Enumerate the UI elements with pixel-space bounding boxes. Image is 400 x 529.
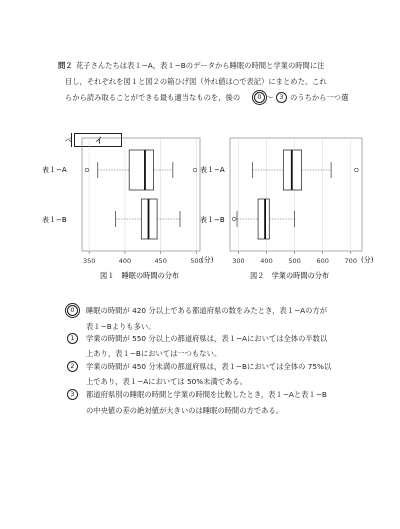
fig1-marks bbox=[85, 150, 197, 239]
fig2-row-label-b: 表１−B bbox=[200, 216, 225, 224]
fig1-caption: 図１ 睡眠の時間の分布 bbox=[100, 271, 180, 280]
option-2-line-2: 上であり，表１−Aにおいては 50%未満である。 bbox=[86, 377, 247, 386]
option-1-line-2: 上あり，表１−Bにおいては一つもない。 bbox=[86, 349, 222, 358]
fig2-caption: 図２ 学業の時間の分布 bbox=[250, 271, 330, 280]
fig2-tick-label: 500 bbox=[288, 257, 301, 265]
fig1-tick-label: 500 bbox=[190, 257, 203, 265]
option-3-line-1: 都道府県別の睡眠の時間と学業の時間を比較したとき，表１−Aと表１−B bbox=[86, 390, 327, 399]
question-number: 問２ bbox=[58, 61, 73, 70]
fig2-tick-label: 300 bbox=[232, 257, 245, 265]
question-line-3b: のうちから一つ選 bbox=[290, 93, 349, 102]
fig2-a-outlier bbox=[355, 168, 359, 172]
option-0-line-1: 睡眠の時間が 420 分以上である都道府県の数をみたとき，表１−Aの方が bbox=[86, 306, 327, 315]
answer-label: イ bbox=[95, 136, 103, 145]
fig2-b-outlier bbox=[232, 217, 236, 221]
question-line-3: らから読み取ることができる最も適当なものを，後の bbox=[65, 93, 241, 102]
option-1-badge: 1 bbox=[67, 333, 78, 344]
fig2-tick-label: 400 bbox=[260, 257, 273, 265]
fig2-unit-label: (分) bbox=[361, 256, 374, 264]
fig1-row-label-a: 表１−A bbox=[42, 166, 67, 174]
fig1-ticks bbox=[83, 251, 203, 265]
option-0-badge: 0 bbox=[67, 305, 78, 316]
option-1-line-1: 学業の時間が 550 分以上の都道府県は，表１−Aにおいては全体の半数以 bbox=[86, 334, 328, 343]
option-0-line-2: 表１−Bよりも多い。 bbox=[86, 322, 156, 331]
fig1-a-outlier bbox=[85, 168, 89, 172]
fig1-tick-label: 450 bbox=[154, 257, 167, 265]
fig2-row-label-a: 表１−A bbox=[200, 166, 225, 174]
fig1-tick-label: 400 bbox=[118, 257, 132, 265]
fig2-tick-label: 600 bbox=[316, 257, 329, 265]
fig2-marks bbox=[232, 150, 358, 239]
fig2-b-box bbox=[258, 199, 269, 239]
fig1-unit-label: (分) bbox=[201, 256, 214, 264]
fig1-tick-label: 350 bbox=[82, 257, 96, 265]
option-2-line-1: 学業の時間が 450 分未満の都道府県は，表１−Bにおいては全体の 75%以 bbox=[86, 362, 332, 371]
fig1-a-outlier bbox=[193, 168, 197, 172]
question-line-4: べ。 bbox=[65, 136, 80, 145]
range-end-badge: 3 bbox=[276, 92, 287, 103]
question-line-2: 目し，それぞれを図１と図２の箱ひげ図（外れ値は○で表記）にまとめた。これ bbox=[65, 77, 327, 86]
question-line-1: 花子さんたちは表１−A，表１−Bのデータから睡眠の時間と学業の時間に注 bbox=[76, 61, 325, 70]
option-3-line-2: の中央値の差の絶対値が大きいのは睡眠の時間の方である。 bbox=[86, 406, 284, 415]
option-2-badge: 2 bbox=[67, 361, 78, 372]
fig1-row-label-b: 表１−B bbox=[42, 216, 67, 224]
range-start-badge: 0 bbox=[254, 92, 265, 103]
fig1-a-box bbox=[129, 150, 153, 190]
fig2-ticks bbox=[232, 251, 357, 265]
option-3-badge: 3 bbox=[67, 389, 78, 400]
fig2-tick-label: 700 bbox=[344, 257, 357, 265]
range-separator: 〜 bbox=[266, 93, 274, 102]
